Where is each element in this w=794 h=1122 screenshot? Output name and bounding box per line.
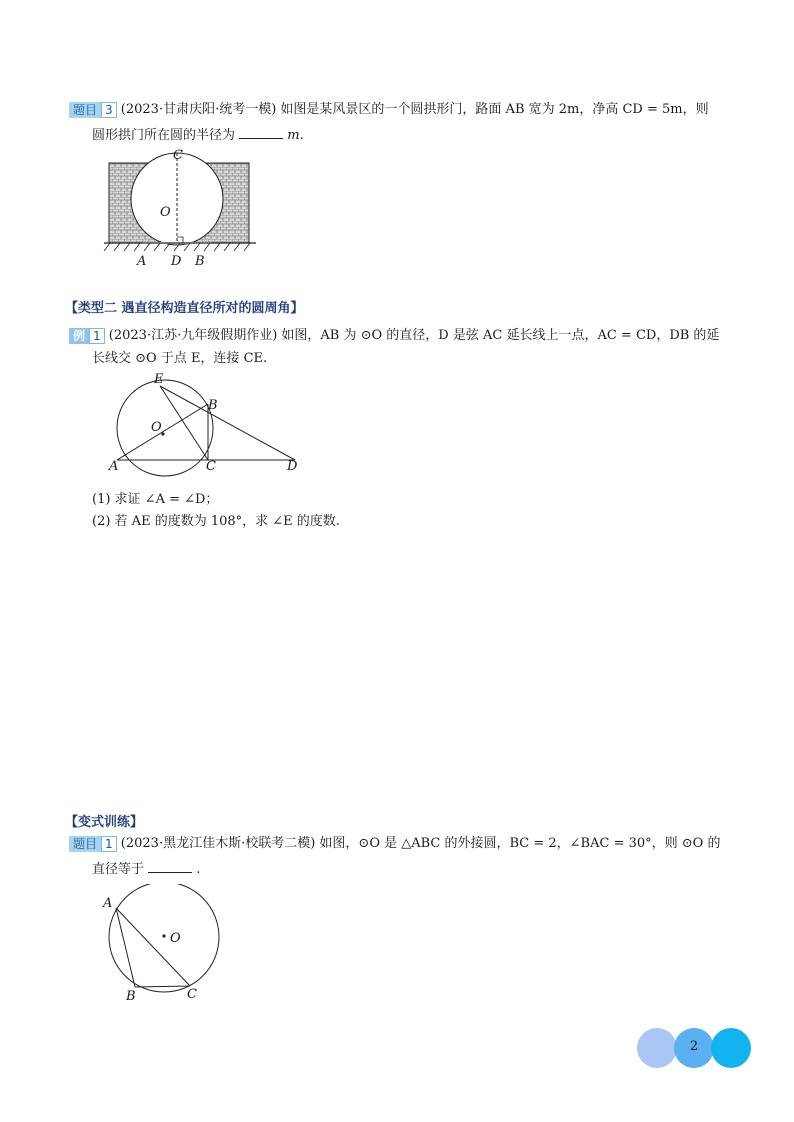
label-o: O bbox=[170, 931, 181, 946]
example-1-line2: 长线交 ⊙O 于点 E，连接 CE. bbox=[92, 351, 268, 366]
line-ac bbox=[116, 908, 190, 986]
answer-blank bbox=[239, 126, 283, 139]
label-b: B bbox=[126, 989, 136, 1004]
label-a: A bbox=[109, 459, 119, 474]
center-dot bbox=[161, 432, 164, 435]
label-d: D bbox=[287, 459, 298, 474]
circumcircle bbox=[109, 884, 219, 992]
center-dot bbox=[162, 934, 165, 937]
page-number: 2 bbox=[689, 1039, 699, 1054]
page-dot-left bbox=[637, 1028, 677, 1068]
problem-3-line1 bbox=[69, 101, 709, 119]
section-title-variant: 【变式训练】 bbox=[65, 815, 144, 830]
problem-badge: 题目 1 bbox=[69, 836, 117, 852]
label-a: A bbox=[137, 254, 147, 269]
example-text: (2023·江苏·九年级假期作业) 如图，AB 为 ⊙O 的直径，D 是弦 AC 延长线上一点，AC = CD，DB 的延 bbox=[108, 328, 720, 343]
line-ab bbox=[117, 404, 208, 460]
line-ab bbox=[116, 908, 135, 987]
line-bc bbox=[135, 986, 190, 987]
label-c: C bbox=[173, 148, 183, 163]
problem-3-line2: 圆形拱门所在圆的半径为 m. bbox=[92, 128, 304, 143]
circumcircle-figure bbox=[98, 884, 228, 1006]
line-ec bbox=[160, 386, 208, 460]
answer-blank bbox=[148, 860, 192, 873]
label-b: B bbox=[208, 398, 218, 413]
example-badge: 例 1 bbox=[69, 328, 105, 344]
label-o: O bbox=[151, 420, 162, 435]
question-1: (1) 求证 ∠A = ∠D； bbox=[92, 492, 219, 507]
page-dot-right bbox=[711, 1028, 751, 1068]
question-2: (2) 若 AE 的度数为 108°，求 ∠E 的度数. bbox=[92, 514, 340, 529]
circle-diameter-figure bbox=[105, 368, 310, 478]
problem-text: (2023·黑龙江佳木斯·校联考二模) 如图，⊙O 是 △ABC 的外接圆，BC = 2，∠BAC = 30°，则 ⊙O 的 bbox=[120, 836, 721, 851]
label-c: C bbox=[206, 459, 216, 474]
label-c: C bbox=[187, 987, 197, 1002]
line-ed bbox=[160, 386, 295, 460]
problem-badge: 题目 3 bbox=[69, 102, 117, 118]
variant-1-line2: 直径等于 . bbox=[92, 862, 201, 877]
problem-text: (2023·甘肃庆阳·统考一模) 如图是某风景区的一个圆拱形门，路面 AB 宽为 2m，净高 CD = 5m，则 bbox=[120, 102, 709, 117]
example-1-line1 bbox=[69, 327, 719, 345]
label-a: A bbox=[103, 896, 113, 911]
label-b: B bbox=[195, 254, 205, 269]
label-o: O bbox=[160, 205, 171, 220]
label-e: E bbox=[154, 372, 164, 387]
section-title-type2: 【类型二 遇直径构造直径所对的圆周角】 bbox=[65, 301, 304, 316]
variant-1-line1 bbox=[69, 835, 720, 853]
arch-gate-figure bbox=[100, 143, 260, 271]
label-d: D bbox=[171, 254, 182, 269]
